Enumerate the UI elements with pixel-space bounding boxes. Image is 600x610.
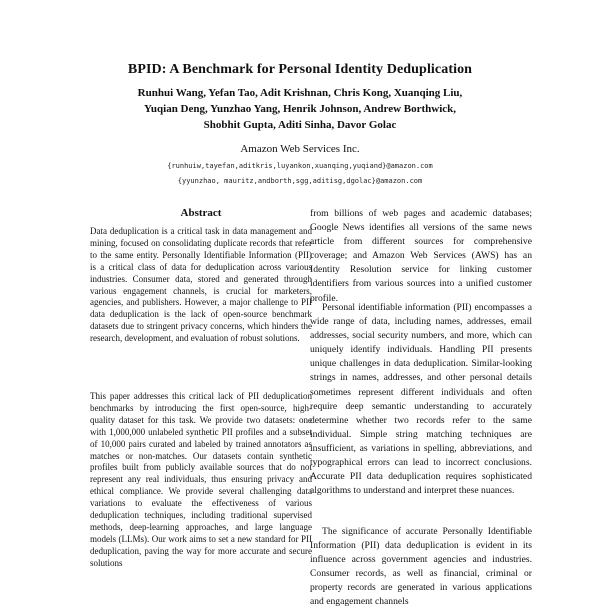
abstract-paragraph-2: This paper addresses this critical lack of PII deduplication benchmarks by introducing the first open-source, high-quality dataset for this task. We provide two datasets: one with 1,000,000 unlabeled synthetic PII profiles and a subset of 10,000 pairs curated and labeled by trained annotators as matches or non-matches. Our datasets contain synthetic profiles built from publicly available sources that do not represent any real individuals, thus ensuring privacy and ethical compliance. We provide several challenging data variations to evaluate the effectiveness of various deduplication techniques, including traditional supervised methods, deep-learning approaches, and large language models (LLMs). Our work aims to set a new standard for PII deduplication, paving the way for more accurate and secure solutions — [90, 391, 312, 568]
author-line-1: Runhui Wang, Yefan Tao, Adit Krishnan, Chris Kong, Xuanqing Liu, — [137, 87, 463, 99]
body-paragraph-2: Personal identifiable information (PII) encompasses a wide range of data, including names, addresses, email addresses, social security numbers, and more, which can uniquely identify individuals. Handling PII presents unique challenges in data deduplication. Similar-looking strings in names, addresses, and other personal details sometimes represent different individuals and often require deep semantic understanding to accurately determine whether two records refer to the same individual. Simple string matching techniques are insufficient, as variations in spelling, abbreviations, and typographical errors can lead to incorrect conclusions. Accurate PII data deduplication requires sophisticated algorithms to understand and interpret these nuances. — [310, 302, 532, 497]
abstract-heading: Abstract — [180, 207, 222, 219]
email-line-2: {yyunzhao, mauritz,andborth,sgg,aditisg,dgolac}@amazon.com — [177, 177, 423, 185]
paper-title: BPID: A Benchmark for Personal Identity Deduplication — [127, 62, 473, 77]
author-line-2: Yuqian Deng, Yunzhao Yang, Henrik Johnson, Andrew Borthwick, — [143, 103, 457, 115]
body-paragraph-1: from billions of web pages and academic databases; Google News identifies all versions of the same news article from different sources for comprehensive coverage; and Amazon Web Services (AWS) has an Identity Resolution service for linking customer identifiers from various sources into a unified customer profile. — [310, 208, 532, 304]
affiliation: Amazon Web Services Inc. — [240, 143, 360, 155]
body-paragraph-3: The significance of accurate Personally Identifiable Information (PII) data deduplication is evident in its influence across government agencies and industries. Consumer records, as well as financial, criminal or property records are generated in various applications and engagement channels — [310, 526, 532, 608]
email-line-1: {runhuiw,tayefan,aditkris,luyankon,xuanqing,yuqiand}@amazon.com — [167, 162, 433, 170]
abstract-paragraph-1: Data deduplication is a critical task in data management and mining, focused on consolidating duplicate records that refer to the same entity. Personally Identifiable Information (PII) is a critical class of data for deduplication across various industries. Consumer data, stored and generated through various engagement channels, is crucial for marketers, agencies, and publishers. However, a major challenge to PII data deduplication is the lack of open-source benchmark datasets due to stringent privacy concerns, which hinders the research, development, and evaluation of robust solutions. — [90, 226, 312, 344]
author-line-3: Shobhit Gupta, Aditi Sinha, Davor Golac — [203, 119, 397, 131]
